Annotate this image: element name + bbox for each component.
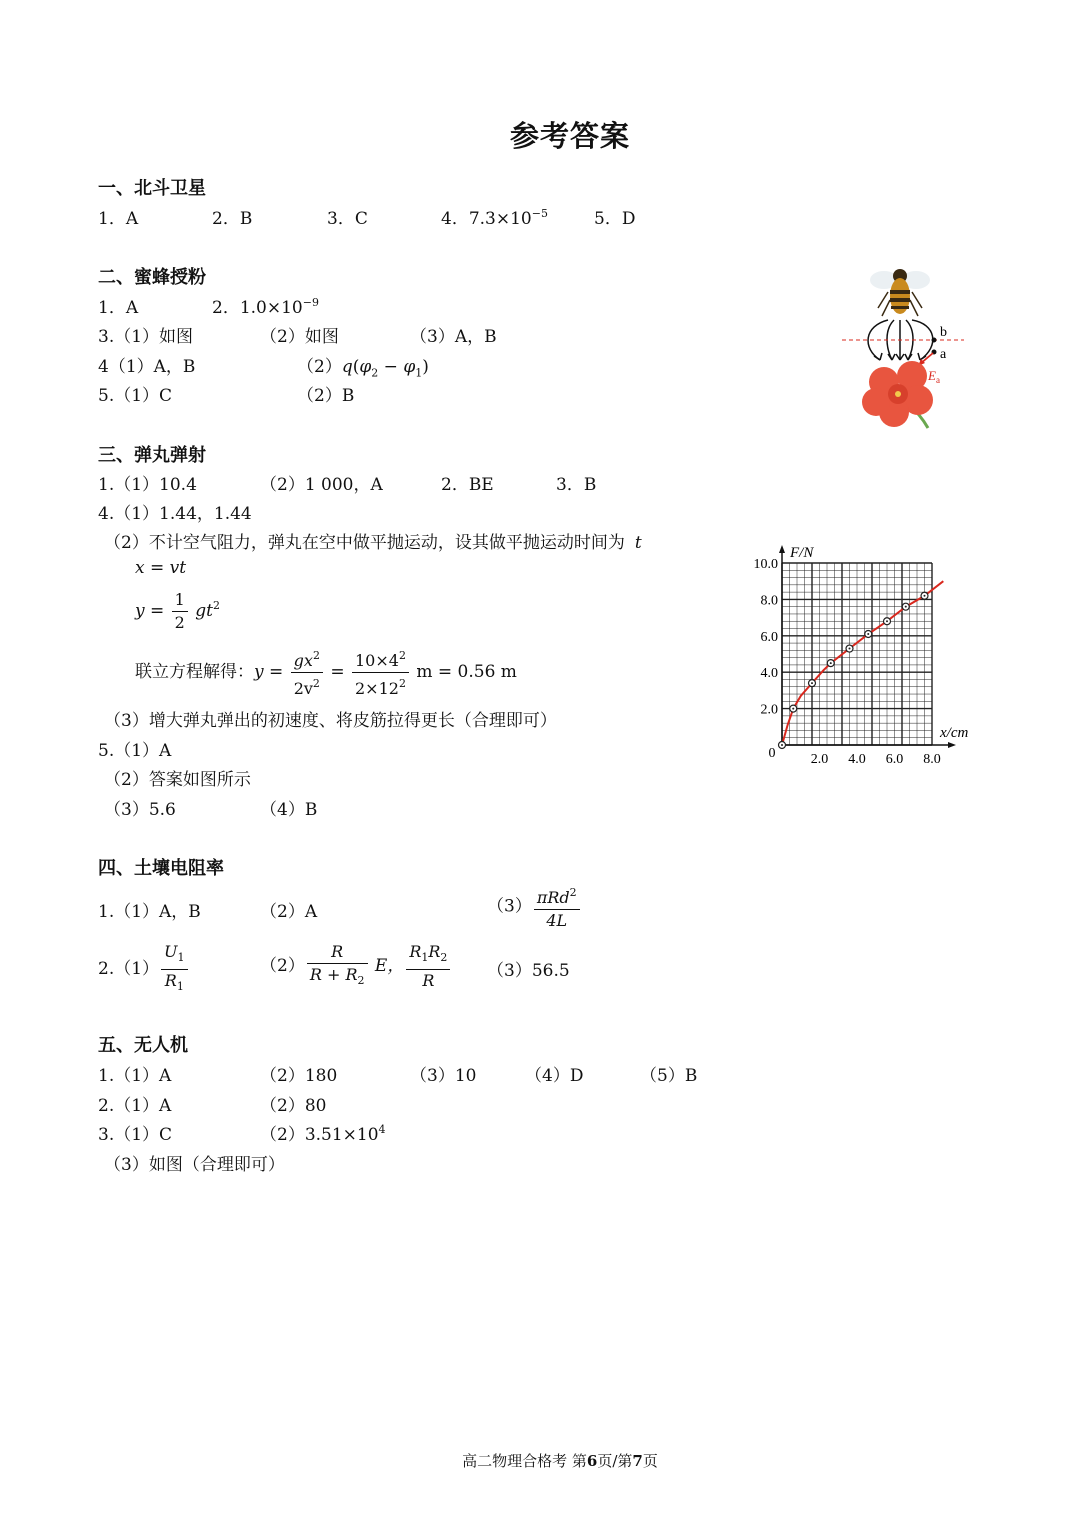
label-b: b [940,325,947,340]
answer-line: 2.（1） $\frac{U_1}{R_1}$ [98,942,190,997]
answer-line: （4）B [260,800,318,820]
answer-line: （3）56.5 [487,961,570,981]
bee-flower-figure [836,264,976,434]
x-tick-label: 4.0 [848,752,866,767]
section-4-heading: 四、土壤电阻率 [98,858,224,879]
answer-line: （3）5.6 [104,800,176,820]
answer-line: （2）不计空气阻力，弹丸在空中做平抛运动，设其做平抛运动时间为 t [104,533,642,553]
answer-line: 1.（1）10.4 [98,475,197,495]
answer-line: 1.（1）A，B [98,902,201,922]
label-a: a [940,347,947,362]
answer-line: （2）B [297,386,355,406]
answer-line: 3.（1）C [98,1125,173,1145]
page-footer: 高二物理合格考 第6页/第7页 [462,1452,658,1470]
y-tick-label: 6.0 [760,629,778,645]
answer-line: 4.（1）1.44，1.44 [98,504,252,524]
y-tick-label: 10.0 [753,557,778,572]
answer-line: （3）如图（合理即可） [104,1155,285,1175]
data-point-center [792,708,794,710]
y-tick-label: 4.0 [760,666,778,682]
equation-solution: 联立方程解得：y = $\frac{gx^2}{2v^2}$ = $\frac{10\times 4^2}{2\times 12^2}$ m = 0.56 m [135,646,517,699]
flower-image [862,361,933,428]
label-Ea: $E_a$ [928,368,940,385]
answer-line: 4．$7.3\times 10^{-5}$ [441,207,548,229]
section-2-heading: 二、蜜蜂授粉 [98,267,206,288]
answer-line: （4）D [525,1066,584,1086]
chart-points [779,592,929,748]
x-tick-label: 8.0 [923,752,941,767]
answer-line: （3）增大弹丸弹出的初速度、将皮筋拉得更长（合理即可） [104,711,557,731]
answer-line: （2）80 [260,1096,327,1116]
data-point-center [781,744,783,746]
answer-line: $(2)q(\varphi_2 - \varphi_1)$ [297,357,429,380]
fraction: $\frac{\pi Rd^2}{4L}$ [534,883,580,931]
answer-line: 1.（1）A [98,1066,172,1086]
answer-line: （2）A [260,902,318,922]
x-tick-label: 6.0 [885,752,904,767]
bee-image [870,269,930,316]
y-axis-arrow [779,545,785,553]
chart-axes [779,545,956,748]
data-point-center [886,620,888,622]
y-axis-label: F/N [790,545,814,561]
answer-line: 5.（1）C [98,386,173,406]
x-axis-label: x/cm [940,725,969,741]
answer-line: （2）1 000，A [260,475,383,495]
data-point-center [905,606,907,608]
force-extension-chart [740,528,980,776]
fraction: $\frac{U_1}{R_1}$ [161,942,187,997]
answer-line: （3）A，B [410,327,497,347]
fraction: $\frac{R}{R + R_2}$ [307,942,368,991]
section-5-heading: 五、无人机 [98,1035,188,1056]
answer-line: （5）B [640,1066,698,1086]
section-1-heading: 一、北斗卫星 [98,178,206,199]
answer-line: 2．B [212,209,253,229]
data-point-center [867,633,869,635]
answer-line: （2）180 [260,1066,338,1086]
page-title: 参考答案 [509,119,630,153]
answer-line: 2．$1.0\times 10^{-9}$ [212,296,319,318]
answer-line: （2） $\frac{R}{R + R_2}$ E， $\frac{R_1R_2}{R}$ [260,942,452,991]
answer-line: 5.（1）A [98,741,172,761]
answer-line: （2）答案如图所示 [104,770,251,790]
origin-label: 0 [768,746,776,761]
fraction: $\frac{R_1R_2}{R}$ [406,942,450,991]
fraction: $\frac{1}{2}$ [172,590,188,633]
answer-line: （3） $\frac{\pi Rd^2}{4L}$ [487,883,582,931]
equation-y: y = $\frac{1}{2}$ $gt^2$ [135,590,220,632]
answer-line: 2.（1）A [98,1096,172,1116]
answer-line: $(2)3.51\times 10^4$ [260,1123,386,1145]
answer-line: 3.（1）如图 [98,327,194,347]
answer-line: 3．B [556,475,597,495]
answer-line: 3．C [327,209,368,229]
answer-line: 1．A [98,298,139,318]
x-axis-arrow [948,742,956,748]
answer-line: 4（1）A，B [98,357,196,377]
point-b [932,338,937,343]
answer-line: 1．A [98,209,139,229]
y-tick-label: 8.0 [760,593,778,609]
chart-grid [782,563,932,745]
fit-curve-line [782,581,943,745]
section-3-heading: 三、弹丸弹射 [98,445,206,466]
x-tick-label: 2.0 [810,752,829,767]
data-point-center [849,648,851,650]
data-point-center [924,595,926,597]
answer-line: 5．D [594,209,636,229]
answer-line: （3）10 [410,1066,477,1086]
fraction: $\frac{10\times 4^2}{2\times 12^2}$ [352,646,409,699]
equation-x: x = vt [135,558,187,578]
data-point-center [830,662,832,664]
data-point-center [811,682,813,684]
answer-line: （2）如图 [260,327,339,347]
fraction: $\frac{gx^2}{2v^2}$ [291,646,323,699]
y-tick-label: 2.0 [760,702,778,718]
answer-line: 2．BE [441,475,494,495]
chart-fit-curve [782,581,943,745]
